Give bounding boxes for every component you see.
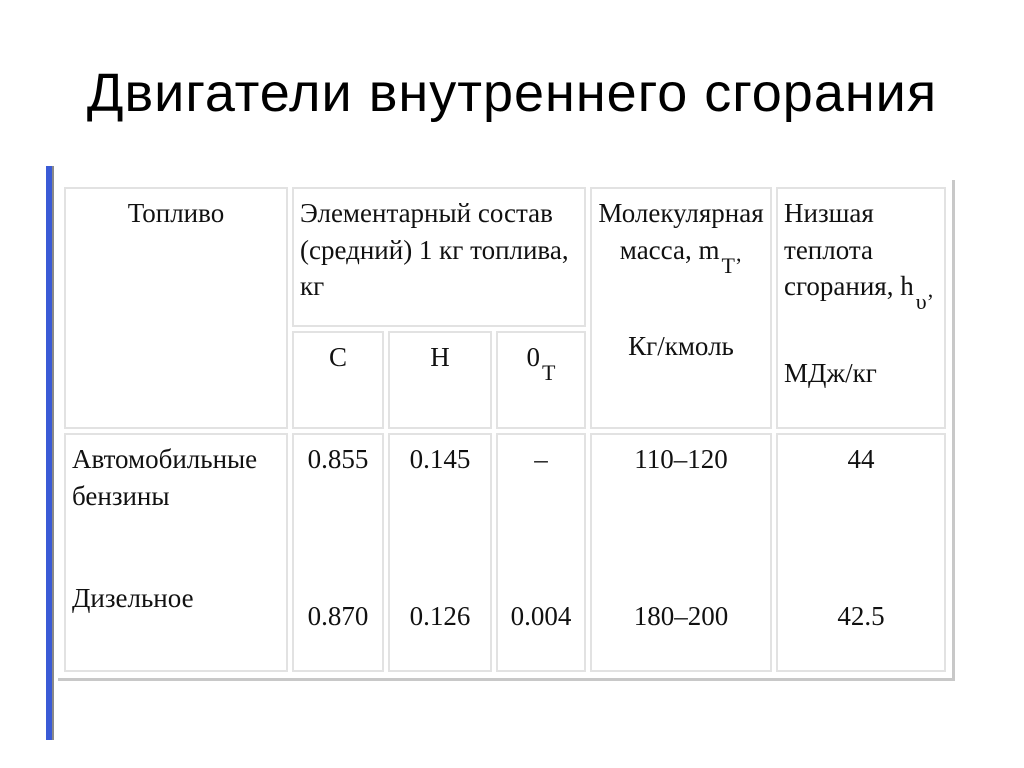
cell-molar-mass xyxy=(590,433,772,672)
cell-heat-gasoline: 44 xyxy=(847,444,875,474)
cell-molar-mass-diesel: 180–200 xyxy=(633,600,729,631)
table-header-row xyxy=(64,187,946,327)
header-col-o xyxy=(496,331,586,429)
header-col-c: C xyxy=(292,331,384,429)
header-heat-unit: МДж/кг xyxy=(784,358,877,389)
cell-fuel xyxy=(64,433,288,672)
cell-o xyxy=(496,433,586,672)
header-composition-label: Элементарный состав (средний) 1 кг топлива, кг xyxy=(300,198,569,302)
cell-c-gasoline: 0.855 xyxy=(307,444,369,474)
header-molar-mass-label: Молекулярная масса, m xyxy=(598,198,764,265)
header-molar-mass-unit: Кг/кмоль xyxy=(628,331,734,362)
header-composition xyxy=(292,187,586,327)
header-heat-subscript: υ’ xyxy=(915,289,934,315)
cell-o-gasoline: – xyxy=(534,444,548,474)
header-col-o-subscript: T xyxy=(542,360,556,385)
cell-h-gasoline: 0.145 xyxy=(409,444,471,474)
header-molar-mass xyxy=(590,187,772,429)
cell-heat xyxy=(776,433,946,672)
slide-title: Двигатели внутреннего сгорания xyxy=(86,63,938,123)
cell-o-diesel: 0.004 xyxy=(510,600,572,631)
cell-c-diesel: 0.870 xyxy=(307,600,369,631)
accent-bar-shadow xyxy=(52,166,54,740)
header-col-o-label: 0 xyxy=(526,342,541,372)
table-data-row xyxy=(64,433,946,672)
header-col-h: H xyxy=(388,331,492,429)
header-heat-label: Низшая теплота сгорания, h xyxy=(784,198,914,302)
table-frame-bottom xyxy=(58,678,955,681)
table-frame-right xyxy=(952,180,955,680)
cell-c xyxy=(292,433,384,672)
cell-h xyxy=(388,433,492,672)
cell-h-diesel: 0.126 xyxy=(409,600,471,631)
cell-molar-mass-gasoline: 110–120 xyxy=(634,444,728,474)
header-fuel xyxy=(64,187,288,429)
fuel-properties-table xyxy=(60,183,950,676)
header-fuel-label: Топливо xyxy=(127,198,225,228)
cell-fuel-diesel: Дизельное xyxy=(72,583,194,614)
header-molar-mass-subscript: T’ xyxy=(721,252,743,278)
cell-heat-diesel: 42.5 xyxy=(837,600,885,631)
cell-fuel-gasoline: Автомобильные бензины xyxy=(72,444,258,511)
header-heat xyxy=(776,187,946,429)
